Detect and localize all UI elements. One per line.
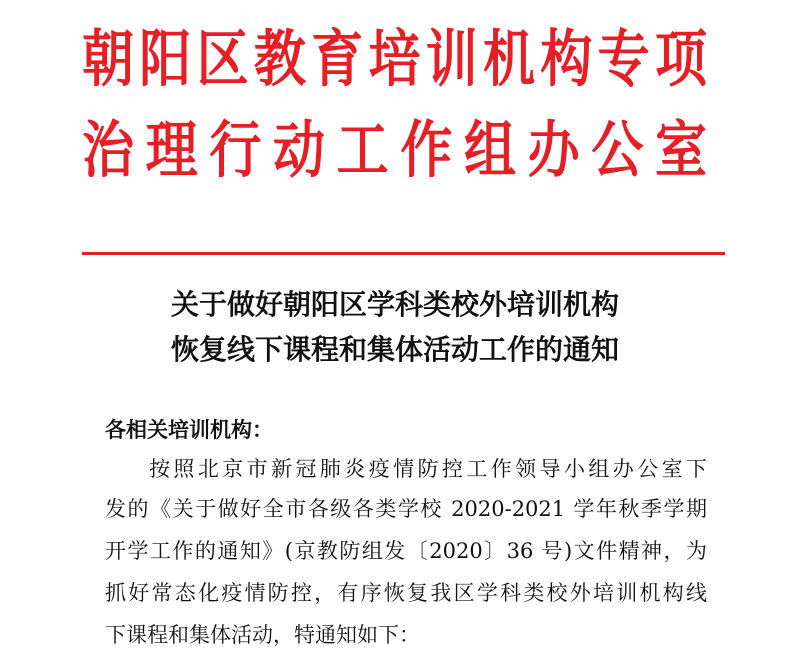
body-line-5: 下课程和集体活动，特通知如下：	[105, 623, 420, 647]
notice-title-line-1: 关于做好朝阳区学科类校外培训机构	[170, 288, 619, 321]
red-header-line-1: 朝阳区教育培训机构专项	[82, 23, 707, 96]
salutation: 各相关培训机构：	[105, 418, 273, 442]
body-line-3: 开学工作的通知》(京教防组发〔2020〕36 号)文件精神，为	[105, 539, 707, 563]
body-line-1: 按照北京市新冠肺炎疫情防控工作领导小组办公室下	[149, 457, 707, 481]
red-divider	[82, 252, 725, 255]
body-line-2: 发的《关于做好全市各级各类学校 2020-2021 学年秋季学期	[105, 497, 707, 521]
body-line-4: 抓好常态化疫情防控，有序恢复我区学科类校外培训机构线	[105, 581, 707, 605]
notice-title-line-2: 恢复线下课程和集体活动工作的通知	[170, 333, 619, 366]
red-header-line-2: 治理行动工作组办公室	[82, 114, 707, 187]
